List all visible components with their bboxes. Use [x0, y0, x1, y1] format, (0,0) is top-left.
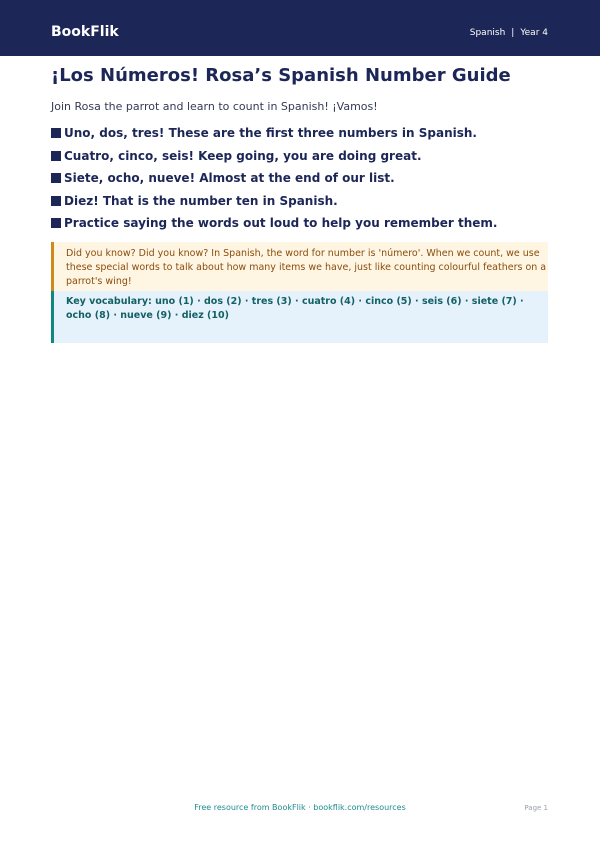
key-vocabulary-box [51, 291, 548, 343]
brand-logo[interactable]: BookFlik [51, 24, 119, 40]
page-title: ¡Los Números! Rosa’s Spanish Number Guide [51, 65, 511, 86]
list-item [51, 145, 497, 168]
did-you-know-box [51, 242, 548, 291]
bullet-text: Uno, dos, tres! These are the first three numbers in Spanish. [64, 126, 477, 141]
page-number: Page 1 [524, 804, 548, 812]
key-vocabulary-text: Key vocabulary: uno (1) · dos (2) · tres (3) · cuatro (4) · cinco (5) · seis (6) · siete (7) · ocho (8) · nueve (9) · diez (10) [66, 296, 524, 321]
list-item [51, 122, 497, 145]
list-item [51, 167, 497, 190]
list-item [51, 190, 497, 213]
bullet-text: Diez! That is the number ten in Spanish. [64, 193, 338, 208]
footer-link[interactable]: Free resource from BookFlik · bookflik.com/resources [194, 803, 406, 812]
bullet-text: Practice saying the words out loud to help you remember them. [64, 216, 498, 231]
square-bullet-icon [51, 128, 61, 138]
header-separator: | [511, 28, 515, 38]
square-bullet-icon [51, 218, 61, 228]
subject-label: Spanish [469, 28, 506, 38]
bullet-list [51, 122, 497, 235]
square-bullet-icon [51, 196, 61, 206]
did-you-know-text: Did you know? Did you know? In Spanish, the word for number is 'número'. When we count, we use these special words to talk about how many items we have, just like counting colourful feathers on a parrot's wing! [66, 248, 547, 287]
square-bullet-icon [51, 173, 61, 183]
year-label: Year 4 [520, 28, 548, 38]
intro-text: Join Rosa the parrot and learn to count in Spanish! ¡Vamos! [51, 100, 378, 113]
header-bar [0, 0, 600, 56]
square-bullet-icon [51, 151, 61, 161]
header-meta [470, 27, 548, 39]
list-item [51, 212, 497, 235]
bullet-text: Cuatro, cinco, seis! Keep going, you are doing great. [64, 148, 422, 163]
bullet-text: Siete, ocho, nueve! Almost at the end of our list. [64, 171, 395, 186]
